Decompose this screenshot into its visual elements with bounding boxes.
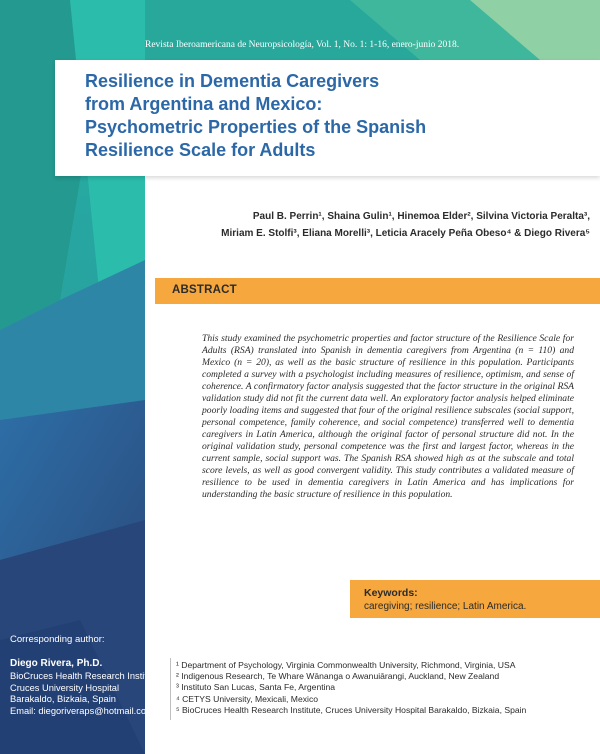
author-line-2: Miriam E. Stolfi³, Eliana Morelli³, Leticia Aracely Peña Obeso⁴ & Diego Rivera⁵ [221, 228, 590, 239]
affiliation-item: ² Indigenous Research, Te Whare Wānanga o Awanuiārangi, Auckland, New Zealand [176, 671, 500, 682]
corresponding-author-label: Corresponding author: [10, 634, 105, 645]
journal-header: Revista Iberoamericana de Neuropsicología, Vol. 1, No. 1: 1-16, enero-junio 2018. [145, 40, 460, 50]
affiliation-item: ⁴ CETYS University, Mexicali, Mexico [176, 693, 319, 704]
keywords-label: Keywords: [364, 587, 418, 599]
corresponding-author-details [10, 671, 162, 718]
abstract-heading: ABSTRACT [172, 284, 237, 296]
corresponding-email: Email: diegoriveraps@hotmail.com [10, 706, 154, 717]
affiliation-item: ⁵ BioCruces Health Research Institute, Cruces University Hospital Barakaldo, Bizkaia, Spain [176, 704, 527, 715]
affiliation-item: ¹ Department of Psychology, Virginia Commonwealth University, Richmond, Virginia, USA [176, 660, 516, 670]
author-line-1: Paul B. Perrin¹, Shaina Gulin¹, Hinemoa Elder², Silvina Victoria Peralta³, [252, 211, 590, 222]
author-list [160, 208, 590, 242]
affiliation-divider [170, 658, 171, 720]
keywords-box [350, 580, 600, 618]
abstract-text: This study examined the psychometric properties and factor structure of the Resilience Scale for Adults (RSA) translated into Spanish in dementia caregivers from Argentina (n = 110) and Mexico (n = 20), as well as the basic structure of resilience in this population. Participants completed a survey with a psychologist including measures of resilience, optimism, and sense of coherence. A confirmatory factor analysis suggested that the factor structure in the original RSA validation study did not fit the current data well. An exploratory factor analysis helped eliminate poorly loading items and suggested that four of the original resilience subscales (social support, personal competence, family coherence, and social competence) transferred well to dementia caregivers in Latin America, although the original factor of personal structure did not. In the original validation study, personal competence was the first and largest factor, whereas in the current sample, social support was. The Spanish RSA showed high αs at the subscale and total score levels, as well as good convergent validity. This study contributes a validated measure of resilience to be used in dementia caregivers in Latin America and has implications for understanding the basic structure of resilience in this population. [202, 333, 574, 500]
corresponding-line: Barakaldo, Bizkaia, Spain [10, 694, 116, 705]
title-line: Resilience Scale for Adults [85, 140, 316, 160]
corresponding-author-name: Diego Rivera, Ph.D. [10, 658, 103, 669]
affiliations [176, 660, 526, 716]
title-line: Psychometric Properties of the Spanish [85, 117, 427, 137]
title-line: from Argentina and Mexico: [85, 94, 323, 114]
article-title [85, 70, 585, 162]
corresponding-line: Cruces University Hospital [10, 682, 120, 693]
affiliation-item: ³ Instituto San Lucas, Santa Fe, Argentina [176, 682, 336, 693]
title-line: Resilience in Dementia Caregivers [85, 71, 380, 91]
corresponding-line: BioCruces Health Research Institute, [10, 671, 163, 681]
keywords-text: caregiving; resilience; Latin America. [364, 601, 527, 612]
